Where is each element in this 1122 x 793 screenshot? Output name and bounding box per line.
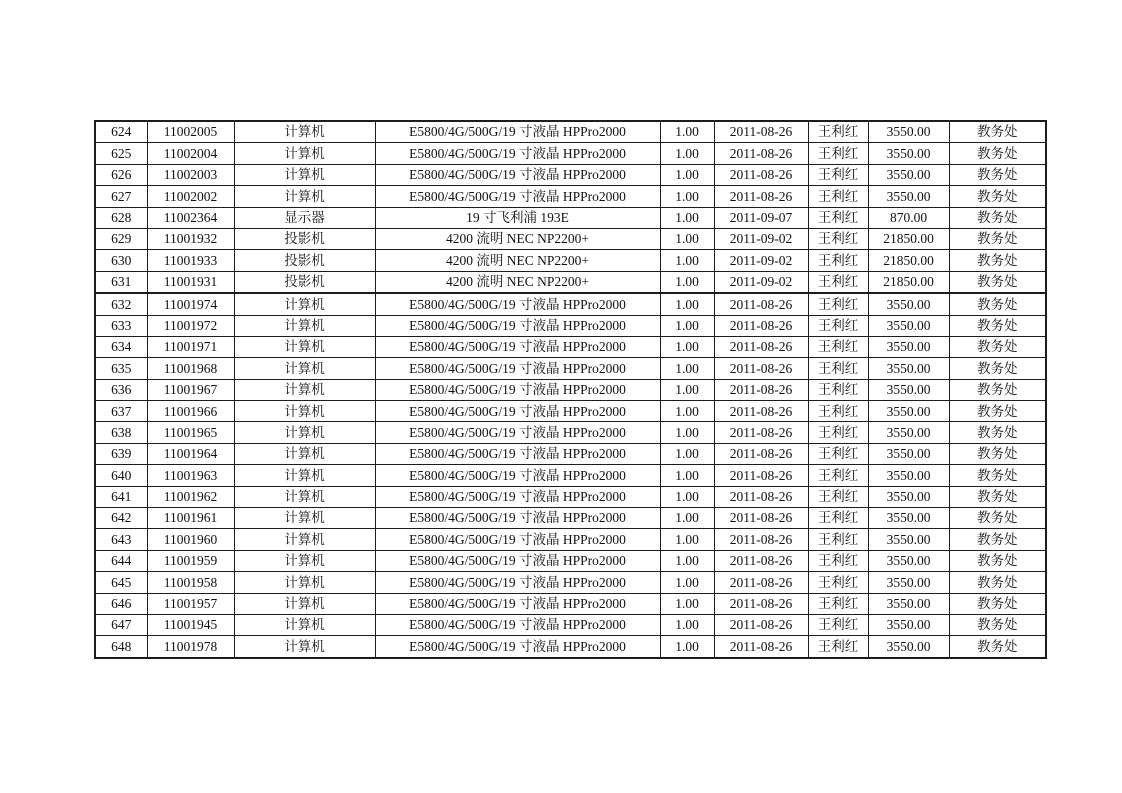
- cell-handler: 王利红: [808, 636, 868, 658]
- cell-handler: 王利红: [808, 164, 868, 185]
- cell-date: 2011-09-02: [714, 228, 808, 249]
- table-row: [95, 228, 1046, 249]
- cell-handler: 王利红: [808, 422, 868, 443]
- cell-equipment-type: 计算机: [234, 465, 375, 486]
- cell-asset-id: 11001957: [147, 593, 234, 614]
- cell-specification: E5800/4G/500G/19 寸液晶 HPPro2000: [375, 143, 660, 164]
- cell-asset-id: 11001971: [147, 336, 234, 357]
- cell-serial-number: 631: [95, 271, 147, 293]
- cell-serial-number: 634: [95, 336, 147, 357]
- cell-price: 870.00: [868, 207, 949, 228]
- cell-quantity: 1.00: [660, 550, 714, 571]
- cell-price: 3550.00: [868, 143, 949, 164]
- cell-specification: 4200 流明 NEC NP2200+: [375, 250, 660, 271]
- cell-specification: 4200 流明 NEC NP2200+: [375, 228, 660, 249]
- table-row: [95, 529, 1046, 550]
- cell-quantity: 1.00: [660, 401, 714, 422]
- cell-equipment-type: 投影机: [234, 228, 375, 249]
- cell-serial-number: 637: [95, 401, 147, 422]
- cell-equipment-type: 投影机: [234, 271, 375, 293]
- cell-serial-number: 642: [95, 508, 147, 529]
- cell-asset-id: 11001967: [147, 379, 234, 400]
- cell-quantity: 1.00: [660, 379, 714, 400]
- cell-asset-id: 11002004: [147, 143, 234, 164]
- cell-price: 3550.00: [868, 186, 949, 207]
- cell-date: 2011-08-26: [714, 636, 808, 658]
- cell-serial-number: 630: [95, 250, 147, 271]
- cell-serial-number: 628: [95, 207, 147, 228]
- cell-price: 3550.00: [868, 508, 949, 529]
- cell-department: 教务处: [949, 422, 1046, 443]
- cell-serial-number: 629: [95, 228, 147, 249]
- cell-serial-number: 635: [95, 358, 147, 379]
- cell-department: 教务处: [949, 121, 1046, 143]
- cell-equipment-type: 计算机: [234, 614, 375, 635]
- cell-specification: E5800/4G/500G/19 寸液晶 HPPro2000: [375, 593, 660, 614]
- table-row: [95, 207, 1046, 228]
- cell-department: 教务处: [949, 486, 1046, 507]
- cell-price: 3550.00: [868, 401, 949, 422]
- cell-date: 2011-08-26: [714, 186, 808, 207]
- cell-price: 21850.00: [868, 250, 949, 271]
- cell-price: 3550.00: [868, 614, 949, 635]
- cell-quantity: 1.00: [660, 443, 714, 464]
- cell-asset-id: 11002364: [147, 207, 234, 228]
- cell-asset-id: 11001960: [147, 529, 234, 550]
- cell-equipment-type: 投影机: [234, 250, 375, 271]
- cell-quantity: 1.00: [660, 486, 714, 507]
- cell-quantity: 1.00: [660, 358, 714, 379]
- cell-serial-number: 643: [95, 529, 147, 550]
- cell-date: 2011-08-26: [714, 379, 808, 400]
- cell-price: 3550.00: [868, 593, 949, 614]
- cell-price: 3550.00: [868, 636, 949, 658]
- cell-date: 2011-08-26: [714, 358, 808, 379]
- cell-specification: E5800/4G/500G/19 寸液晶 HPPro2000: [375, 401, 660, 422]
- cell-price: 21850.00: [868, 271, 949, 293]
- cell-handler: 王利红: [808, 271, 868, 293]
- cell-quantity: 1.00: [660, 164, 714, 185]
- cell-equipment-type: 计算机: [234, 379, 375, 400]
- table-row: [95, 121, 1046, 143]
- table-row: [95, 358, 1046, 379]
- cell-quantity: 1.00: [660, 529, 714, 550]
- cell-equipment-type: 计算机: [234, 529, 375, 550]
- cell-quantity: 1.00: [660, 315, 714, 336]
- cell-asset-id: 11001974: [147, 293, 234, 315]
- cell-quantity: 1.00: [660, 186, 714, 207]
- cell-equipment-type: 计算机: [234, 143, 375, 164]
- cell-specification: E5800/4G/500G/19 寸液晶 HPPro2000: [375, 572, 660, 593]
- cell-serial-number: 647: [95, 614, 147, 635]
- cell-handler: 王利红: [808, 207, 868, 228]
- table-row: [95, 593, 1046, 614]
- cell-equipment-type: 计算机: [234, 572, 375, 593]
- cell-date: 2011-08-26: [714, 121, 808, 143]
- cell-price: 3550.00: [868, 550, 949, 571]
- table-row: [95, 250, 1046, 271]
- cell-department: 教务处: [949, 164, 1046, 185]
- cell-date: 2011-08-26: [714, 336, 808, 357]
- cell-asset-id: 11001959: [147, 550, 234, 571]
- table-row: [95, 143, 1046, 164]
- cell-equipment-type: 计算机: [234, 401, 375, 422]
- cell-serial-number: 638: [95, 422, 147, 443]
- cell-handler: 王利红: [808, 550, 868, 571]
- cell-quantity: 1.00: [660, 293, 714, 315]
- cell-handler: 王利红: [808, 443, 868, 464]
- cell-asset-id: 11001933: [147, 250, 234, 271]
- table-row: [95, 336, 1046, 357]
- cell-serial-number: 625: [95, 143, 147, 164]
- cell-price: 3550.00: [868, 379, 949, 400]
- cell-handler: 王利红: [808, 379, 868, 400]
- cell-equipment-type: 计算机: [234, 121, 375, 143]
- cell-serial-number: 644: [95, 550, 147, 571]
- cell-handler: 王利红: [808, 293, 868, 315]
- cell-price: 3550.00: [868, 358, 949, 379]
- cell-department: 教务处: [949, 271, 1046, 293]
- cell-price: 3550.00: [868, 465, 949, 486]
- cell-specification: E5800/4G/500G/19 寸液晶 HPPro2000: [375, 358, 660, 379]
- table-row: [95, 293, 1046, 315]
- cell-quantity: 1.00: [660, 143, 714, 164]
- table-row: [95, 271, 1046, 293]
- cell-serial-number: 633: [95, 315, 147, 336]
- cell-specification: E5800/4G/500G/19 寸液晶 HPPro2000: [375, 636, 660, 658]
- cell-handler: 王利红: [808, 572, 868, 593]
- cell-price: 3550.00: [868, 572, 949, 593]
- cell-asset-id: 11001958: [147, 572, 234, 593]
- cell-date: 2011-09-02: [714, 250, 808, 271]
- cell-price: 3550.00: [868, 486, 949, 507]
- cell-asset-id: 11001965: [147, 422, 234, 443]
- cell-quantity: 1.00: [660, 250, 714, 271]
- cell-serial-number: 626: [95, 164, 147, 185]
- cell-quantity: 1.00: [660, 422, 714, 443]
- cell-serial-number: 627: [95, 186, 147, 207]
- cell-department: 教务处: [949, 293, 1046, 315]
- cell-specification: E5800/4G/500G/19 寸液晶 HPPro2000: [375, 186, 660, 207]
- cell-date: 2011-08-26: [714, 614, 808, 635]
- table-row: [95, 164, 1046, 185]
- cell-department: 教务处: [949, 250, 1046, 271]
- cell-handler: 王利红: [808, 228, 868, 249]
- table-row: [95, 465, 1046, 486]
- cell-quantity: 1.00: [660, 271, 714, 293]
- cell-equipment-type: 计算机: [234, 315, 375, 336]
- cell-date: 2011-08-26: [714, 550, 808, 571]
- cell-price: 3550.00: [868, 443, 949, 464]
- cell-handler: 王利红: [808, 186, 868, 207]
- cell-handler: 王利红: [808, 315, 868, 336]
- cell-quantity: 1.00: [660, 593, 714, 614]
- cell-equipment-type: 计算机: [234, 422, 375, 443]
- table-row: [95, 315, 1046, 336]
- cell-handler: 王利红: [808, 121, 868, 143]
- cell-specification: E5800/4G/500G/19 寸液晶 HPPro2000: [375, 529, 660, 550]
- cell-price: 3550.00: [868, 121, 949, 143]
- cell-price: 3550.00: [868, 529, 949, 550]
- cell-specification: E5800/4G/500G/19 寸液晶 HPPro2000: [375, 336, 660, 357]
- cell-date: 2011-08-26: [714, 293, 808, 315]
- cell-date: 2011-08-26: [714, 465, 808, 486]
- cell-serial-number: 632: [95, 293, 147, 315]
- cell-date: 2011-08-26: [714, 508, 808, 529]
- cell-department: 教务处: [949, 207, 1046, 228]
- cell-asset-id: 11002005: [147, 121, 234, 143]
- inventory-table-body: [95, 121, 1046, 658]
- cell-equipment-type: 计算机: [234, 593, 375, 614]
- cell-asset-id: 11002002: [147, 186, 234, 207]
- cell-date: 2011-08-26: [714, 422, 808, 443]
- table-row: [95, 443, 1046, 464]
- cell-serial-number: 636: [95, 379, 147, 400]
- table-row: [95, 486, 1046, 507]
- cell-department: 教务处: [949, 143, 1046, 164]
- cell-handler: 王利红: [808, 614, 868, 635]
- cell-handler: 王利红: [808, 593, 868, 614]
- cell-serial-number: 646: [95, 593, 147, 614]
- cell-date: 2011-09-02: [714, 271, 808, 293]
- inventory-table: [94, 120, 1047, 659]
- cell-price: 3550.00: [868, 422, 949, 443]
- cell-equipment-type: 计算机: [234, 336, 375, 357]
- cell-specification: E5800/4G/500G/19 寸液晶 HPPro2000: [375, 614, 660, 635]
- cell-specification: E5800/4G/500G/19 寸液晶 HPPro2000: [375, 486, 660, 507]
- cell-quantity: 1.00: [660, 614, 714, 635]
- cell-serial-number: 641: [95, 486, 147, 507]
- cell-specification: E5800/4G/500G/19 寸液晶 HPPro2000: [375, 164, 660, 185]
- cell-specification: E5800/4G/500G/19 寸液晶 HPPro2000: [375, 315, 660, 336]
- cell-date: 2011-09-07: [714, 207, 808, 228]
- cell-department: 教务处: [949, 186, 1046, 207]
- cell-specification: E5800/4G/500G/19 寸液晶 HPPro2000: [375, 422, 660, 443]
- table-row: [95, 422, 1046, 443]
- cell-equipment-type: 计算机: [234, 636, 375, 658]
- cell-asset-id: 11001972: [147, 315, 234, 336]
- cell-quantity: 1.00: [660, 121, 714, 143]
- cell-asset-id: 11002003: [147, 164, 234, 185]
- cell-department: 教务处: [949, 636, 1046, 658]
- cell-specification: E5800/4G/500G/19 寸液晶 HPPro2000: [375, 508, 660, 529]
- cell-handler: 王利红: [808, 508, 868, 529]
- cell-serial-number: 624: [95, 121, 147, 143]
- cell-serial-number: 640: [95, 465, 147, 486]
- cell-department: 教务处: [949, 358, 1046, 379]
- cell-price: 3550.00: [868, 336, 949, 357]
- table-row: [95, 572, 1046, 593]
- cell-department: 教务处: [949, 315, 1046, 336]
- cell-handler: 王利红: [808, 336, 868, 357]
- cell-handler: 王利红: [808, 143, 868, 164]
- cell-equipment-type: 计算机: [234, 550, 375, 571]
- cell-date: 2011-08-26: [714, 593, 808, 614]
- cell-department: 教务处: [949, 529, 1046, 550]
- cell-quantity: 1.00: [660, 465, 714, 486]
- table-row: [95, 614, 1046, 635]
- cell-quantity: 1.00: [660, 636, 714, 658]
- cell-department: 教务处: [949, 508, 1046, 529]
- cell-asset-id: 11001966: [147, 401, 234, 422]
- cell-price: 3550.00: [868, 164, 949, 185]
- cell-equipment-type: 计算机: [234, 358, 375, 379]
- cell-price: 3550.00: [868, 293, 949, 315]
- cell-equipment-type: 计算机: [234, 293, 375, 315]
- table-row: [95, 550, 1046, 571]
- cell-department: 教务处: [949, 572, 1046, 593]
- cell-department: 教务处: [949, 228, 1046, 249]
- table-row: [95, 379, 1046, 400]
- cell-asset-id: 11001964: [147, 443, 234, 464]
- cell-equipment-type: 计算机: [234, 508, 375, 529]
- cell-quantity: 1.00: [660, 336, 714, 357]
- cell-asset-id: 11001962: [147, 486, 234, 507]
- table-row: [95, 508, 1046, 529]
- cell-serial-number: 645: [95, 572, 147, 593]
- cell-serial-number: 639: [95, 443, 147, 464]
- cell-handler: 王利红: [808, 529, 868, 550]
- cell-price: 21850.00: [868, 228, 949, 249]
- cell-asset-id: 11001931: [147, 271, 234, 293]
- table-row: [95, 636, 1046, 658]
- cell-asset-id: 11001945: [147, 614, 234, 635]
- cell-equipment-type: 计算机: [234, 164, 375, 185]
- cell-date: 2011-08-26: [714, 315, 808, 336]
- cell-equipment-type: 显示器: [234, 207, 375, 228]
- cell-specification: E5800/4G/500G/19 寸液晶 HPPro2000: [375, 550, 660, 571]
- cell-equipment-type: 计算机: [234, 186, 375, 207]
- cell-handler: 王利红: [808, 401, 868, 422]
- cell-date: 2011-08-26: [714, 143, 808, 164]
- cell-specification: E5800/4G/500G/19 寸液晶 HPPro2000: [375, 293, 660, 315]
- cell-date: 2011-08-26: [714, 572, 808, 593]
- cell-asset-id: 11001968: [147, 358, 234, 379]
- cell-department: 教务处: [949, 379, 1046, 400]
- cell-department: 教务处: [949, 550, 1046, 571]
- cell-handler: 王利红: [808, 486, 868, 507]
- cell-equipment-type: 计算机: [234, 486, 375, 507]
- cell-specification: E5800/4G/500G/19 寸液晶 HPPro2000: [375, 379, 660, 400]
- cell-equipment-type: 计算机: [234, 443, 375, 464]
- cell-department: 教务处: [949, 443, 1046, 464]
- cell-serial-number: 648: [95, 636, 147, 658]
- cell-specification: 4200 流明 NEC NP2200+: [375, 271, 660, 293]
- cell-asset-id: 11001961: [147, 508, 234, 529]
- cell-quantity: 1.00: [660, 508, 714, 529]
- cell-date: 2011-08-26: [714, 443, 808, 464]
- cell-asset-id: 11001978: [147, 636, 234, 658]
- cell-date: 2011-08-26: [714, 401, 808, 422]
- cell-date: 2011-08-26: [714, 529, 808, 550]
- cell-price: 3550.00: [868, 315, 949, 336]
- cell-asset-id: 11001963: [147, 465, 234, 486]
- cell-quantity: 1.00: [660, 572, 714, 593]
- cell-specification: E5800/4G/500G/19 寸液晶 HPPro2000: [375, 121, 660, 143]
- cell-specification: E5800/4G/500G/19 寸液晶 HPPro2000: [375, 443, 660, 464]
- cell-quantity: 1.00: [660, 207, 714, 228]
- cell-department: 教务处: [949, 401, 1046, 422]
- table-row: [95, 401, 1046, 422]
- cell-department: 教务处: [949, 593, 1046, 614]
- cell-handler: 王利红: [808, 465, 868, 486]
- cell-date: 2011-08-26: [714, 486, 808, 507]
- cell-asset-id: 11001932: [147, 228, 234, 249]
- cell-specification: E5800/4G/500G/19 寸液晶 HPPro2000: [375, 465, 660, 486]
- cell-department: 教务处: [949, 614, 1046, 635]
- cell-specification: 19 寸飞利浦 193E: [375, 207, 660, 228]
- cell-handler: 王利红: [808, 358, 868, 379]
- cell-department: 教务处: [949, 465, 1046, 486]
- cell-handler: 王利红: [808, 250, 868, 271]
- table-row: [95, 186, 1046, 207]
- cell-date: 2011-08-26: [714, 164, 808, 185]
- cell-quantity: 1.00: [660, 228, 714, 249]
- cell-department: 教务处: [949, 336, 1046, 357]
